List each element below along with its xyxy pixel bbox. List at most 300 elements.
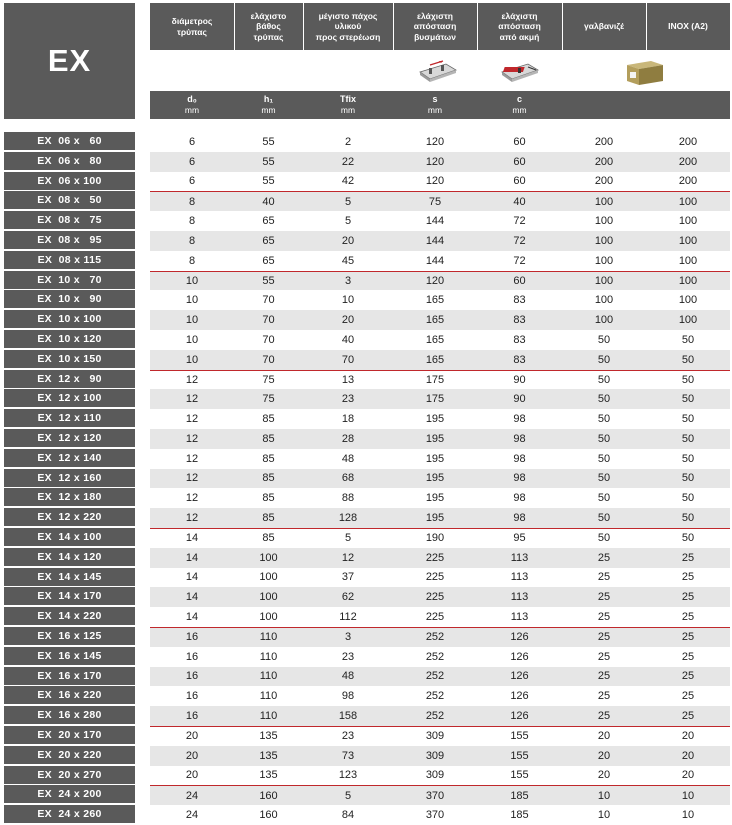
cell-s: 225 [425, 571, 445, 584]
cell-inox: 100 [678, 254, 698, 267]
table-row [150, 310, 730, 330]
cell-galv: 25 [597, 710, 611, 722]
cell-h1: 100 [259, 591, 278, 604]
cell-tfix: 73 [341, 749, 355, 762]
column-header-h1: ελάχιστο βάθος τρύπας [234, 3, 303, 50]
cell-d0: 16 [185, 650, 199, 663]
cell-c: 95 [513, 532, 526, 545]
cell-c: 126 [510, 650, 529, 663]
cell-inox: 200 [678, 155, 698, 168]
row-label: EX 14 x 170 [4, 587, 135, 605]
cell-tfix: 88 [341, 492, 355, 505]
column-header-tfix: μέγιστο πάχος υλικού προς στερέωση [303, 3, 393, 50]
data-table [150, 132, 730, 825]
table-row [150, 251, 730, 271]
cell-s: 195 [425, 492, 445, 505]
cell-d0: 8 [188, 254, 196, 267]
cell-h1: 85 [262, 432, 275, 445]
cell-tfix: 20 [341, 314, 355, 327]
table-row [150, 271, 730, 291]
cell-c: 113 [510, 551, 529, 564]
cell-c: 60 [513, 135, 526, 148]
row-label: EX 16 x 170 [4, 667, 135, 685]
cell-c: 72 [513, 254, 526, 267]
column-symbol: h₁ [263, 94, 274, 104]
unit-header-s [393, 91, 477, 119]
cell-h1: 100 [259, 611, 278, 624]
row-label: EX 12 x 220 [4, 508, 135, 526]
cell-inox: 20 [681, 769, 695, 782]
cell-inox: 25 [681, 670, 695, 683]
row-label: EX 10 x 70 [4, 271, 135, 289]
header-separator [393, 3, 394, 50]
cell-d0: 12 [185, 373, 199, 386]
row-label: EX 14 x 145 [4, 568, 135, 586]
cell-s: 165 [425, 333, 445, 346]
cell-s: 165 [425, 353, 445, 366]
unit-header-d0 [150, 91, 234, 119]
cell-galv: 20 [597, 769, 611, 782]
cell-c: 126 [510, 670, 529, 683]
cell-d0: 16 [185, 670, 199, 683]
cell-s: 309 [425, 769, 445, 782]
cell-inox: 25 [681, 611, 695, 624]
cell-c: 98 [513, 512, 526, 525]
package-box-icon [605, 50, 685, 91]
cell-inox: 50 [681, 413, 695, 426]
row-label: EX 20 x 220 [4, 746, 135, 764]
row-label: EX 10 x 150 [4, 350, 135, 368]
cell-inox: 25 [681, 551, 695, 564]
cell-tfix: 62 [341, 591, 355, 604]
cell-d0: 12 [185, 452, 199, 465]
cell-s: 195 [425, 472, 445, 485]
column-unit: mm [427, 105, 443, 115]
cell-c: 155 [510, 730, 529, 743]
cell-galv: 50 [597, 373, 611, 386]
row-label: EX 16 x 145 [4, 647, 135, 665]
table-row [150, 409, 730, 429]
table-row [150, 152, 730, 172]
cell-s: 309 [425, 730, 445, 743]
cell-c: 60 [513, 274, 526, 287]
cell-d0: 20 [185, 730, 199, 743]
cell-c: 72 [513, 215, 526, 228]
cell-inox: 50 [681, 373, 695, 386]
cell-h1: 100 [259, 571, 278, 584]
table-row [150, 469, 730, 489]
cell-inox: 50 [681, 333, 695, 346]
cell-tfix: 37 [341, 571, 355, 584]
cell-inox: 25 [681, 571, 695, 584]
cell-inox: 20 [681, 730, 695, 743]
column-header-c: ελάχιστη απόσταση από ακμή [477, 3, 562, 50]
cell-tfix: 5 [344, 789, 352, 802]
cell-h1: 110 [259, 631, 278, 644]
cell-tfix: 3 [344, 631, 352, 644]
cell-inox: 10 [681, 808, 695, 821]
cell-s: 175 [425, 393, 445, 406]
cell-galv: 25 [597, 670, 611, 683]
cell-galv: 25 [597, 591, 611, 604]
row-label: EX 12 x 110 [4, 409, 135, 427]
header-separator [477, 3, 478, 50]
cell-c: 126 [510, 690, 529, 703]
cell-h1: 135 [259, 730, 278, 743]
cell-s: 144 [425, 215, 445, 228]
cell-c: 155 [510, 749, 529, 762]
table-row [150, 488, 730, 508]
cell-galv: 100 [594, 314, 614, 327]
cell-galv: 100 [594, 195, 614, 208]
column-symbol: Tfix [339, 94, 356, 104]
cell-h1: 70 [262, 333, 275, 346]
cell-s: 252 [425, 690, 445, 703]
column-unit: mm [184, 105, 200, 115]
cell-c: 185 [510, 808, 529, 821]
row-label: EX 08 x 75 [4, 211, 135, 229]
cell-tfix: 13 [341, 373, 355, 386]
row-label: EX 20 x 270 [4, 766, 135, 784]
cell-galv: 10 [597, 789, 611, 802]
cell-c: 90 [513, 393, 526, 406]
cell-inox: 25 [681, 690, 695, 703]
cell-s: 175 [425, 373, 445, 386]
cell-inox: 25 [681, 650, 695, 663]
unit-header-galv [562, 91, 646, 119]
cell-s: 309 [425, 749, 445, 762]
cell-h1: 135 [259, 749, 278, 762]
cell-s: 370 [425, 789, 445, 802]
cell-h1: 70 [262, 294, 275, 307]
row-label: EX 10 x 90 [4, 290, 135, 308]
cell-tfix: 48 [341, 670, 355, 683]
cell-d0: 20 [185, 769, 199, 782]
cell-h1: 135 [259, 769, 278, 782]
cell-d0: 14 [185, 611, 199, 624]
unit-header-tfix [303, 91, 393, 119]
cell-c: 98 [513, 492, 526, 505]
cell-galv: 25 [597, 690, 611, 703]
cell-tfix: 5 [344, 532, 352, 545]
cell-tfix: 48 [341, 452, 355, 465]
cell-s: 144 [425, 254, 445, 267]
cell-galv: 25 [597, 551, 611, 564]
column-header-inox: INOX (A2) [646, 3, 730, 50]
table-row [150, 172, 730, 192]
cell-h1: 40 [262, 195, 275, 208]
cell-h1: 55 [262, 175, 275, 188]
table-row [150, 805, 730, 825]
cell-s: 75 [428, 195, 442, 208]
cell-inox: 200 [678, 175, 698, 188]
unit-header-inox [646, 91, 730, 119]
table-row [150, 785, 730, 805]
cell-c: 98 [513, 472, 526, 485]
row-label: EX 14 x 120 [4, 548, 135, 566]
row-label: EX 24 x 200 [4, 785, 135, 803]
column-header-galv: γαλβανιζέ [562, 3, 646, 50]
cell-h1: 85 [262, 492, 275, 505]
cell-c: 98 [513, 413, 526, 426]
cell-s: 195 [425, 413, 445, 426]
cell-galv: 20 [597, 730, 611, 743]
cell-h1: 65 [262, 234, 275, 247]
cell-tfix: 5 [344, 195, 352, 208]
cell-c: 126 [510, 631, 529, 644]
table-row [150, 449, 730, 469]
cell-d0: 10 [185, 333, 199, 346]
cell-s: 165 [425, 294, 445, 307]
cell-h1: 55 [262, 155, 275, 168]
cell-c: 60 [513, 155, 526, 168]
table-row [150, 746, 730, 766]
cell-inox: 50 [681, 353, 695, 366]
cell-s: 370 [425, 808, 445, 821]
cell-inox: 100 [678, 234, 698, 247]
cell-galv: 50 [597, 512, 611, 525]
table-row [150, 528, 730, 548]
cell-d0: 12 [185, 472, 199, 485]
cell-c: 98 [513, 452, 526, 465]
unit-header-c [477, 91, 562, 119]
cell-tfix: 70 [341, 353, 355, 366]
cell-galv: 50 [597, 333, 611, 346]
cell-h1: 65 [262, 254, 275, 267]
row-label: EX 06 x 80 [4, 152, 135, 170]
cell-galv: 25 [597, 611, 611, 624]
cell-h1: 85 [262, 512, 275, 525]
cell-galv: 100 [594, 294, 614, 307]
cell-c: 155 [510, 769, 529, 782]
cell-c: 83 [513, 333, 526, 346]
cell-inox: 10 [681, 789, 695, 802]
cell-galv: 25 [597, 650, 611, 663]
cell-c: 72 [513, 234, 526, 247]
cell-galv: 20 [597, 749, 611, 762]
table-row [150, 726, 730, 746]
cell-d0: 8 [188, 195, 196, 208]
cell-galv: 10 [597, 808, 611, 821]
cell-h1: 55 [262, 135, 275, 148]
edge-distance-icon [480, 50, 560, 91]
cell-h1: 160 [259, 789, 278, 802]
cell-h1: 110 [259, 690, 278, 703]
cell-tfix: 10 [341, 294, 355, 307]
cell-d0: 8 [188, 215, 196, 228]
cell-tfix: 23 [341, 650, 355, 663]
cell-d0: 12 [185, 413, 199, 426]
cell-d0: 6 [188, 155, 196, 168]
cell-tfix: 45 [341, 254, 355, 267]
table-row [150, 370, 730, 390]
cell-tfix: 84 [341, 808, 355, 821]
cell-galv: 50 [597, 413, 611, 426]
cell-inox: 25 [681, 591, 695, 604]
table-row [150, 627, 730, 647]
column-header-s: ελάχιστη απόσταση βυσμάτων [393, 3, 477, 50]
cell-c: 40 [513, 195, 526, 208]
cell-d0: 24 [185, 808, 199, 821]
cell-tfix: 23 [341, 393, 355, 406]
cell-c: 126 [510, 710, 529, 722]
cell-s: 120 [425, 155, 445, 168]
cell-h1: 75 [262, 393, 275, 406]
cell-d0: 24 [185, 789, 199, 802]
cell-inox: 20 [681, 749, 695, 762]
row-label: EX 12 x 180 [4, 488, 135, 506]
cell-h1: 75 [262, 373, 275, 386]
table-row [150, 548, 730, 568]
table-row [150, 330, 730, 350]
cell-s: 120 [425, 175, 445, 188]
cell-tfix: 22 [341, 155, 355, 168]
cell-h1: 55 [262, 274, 275, 287]
cell-inox: 200 [678, 135, 698, 148]
cell-galv: 200 [594, 135, 614, 148]
cell-tfix: 123 [338, 769, 358, 782]
cell-s: 190 [425, 532, 445, 545]
cell-inox: 100 [678, 215, 698, 228]
header-separator [646, 3, 647, 50]
cell-h1: 110 [259, 710, 278, 722]
row-label: EX 08 x 115 [4, 251, 135, 269]
cell-c: 113 [510, 591, 529, 604]
cell-h1: 100 [259, 551, 278, 564]
cell-inox: 50 [681, 472, 695, 485]
table-row [150, 766, 730, 786]
cell-galv: 100 [594, 274, 614, 287]
cell-s: 165 [425, 314, 445, 327]
table-row [150, 132, 730, 152]
cell-inox: 50 [681, 393, 695, 406]
row-labels [4, 132, 135, 825]
cell-s: 252 [425, 710, 445, 722]
cell-d0: 12 [185, 492, 199, 505]
column-symbol: d₀ [187, 94, 197, 104]
cell-c: 60 [513, 175, 526, 188]
row-label: EX 12 x 140 [4, 449, 135, 467]
cell-d0: 14 [185, 571, 199, 584]
cell-d0: 12 [185, 393, 199, 406]
cell-inox: 100 [678, 274, 698, 287]
cell-d0: 10 [185, 353, 199, 366]
cell-s: 252 [425, 631, 445, 644]
table-row [150, 350, 730, 370]
cell-inox: 100 [678, 294, 698, 307]
cell-d0: 14 [185, 551, 199, 564]
cell-h1: 85 [262, 472, 275, 485]
cell-c: 83 [513, 353, 526, 366]
cell-tfix: 28 [341, 432, 355, 445]
cell-d0: 14 [185, 591, 199, 604]
table-row [150, 211, 730, 231]
cell-inox: 100 [678, 195, 698, 208]
table-row [150, 191, 730, 211]
cell-tfix: 23 [341, 730, 355, 743]
header-separator [562, 3, 563, 50]
table-row [150, 587, 730, 607]
row-label: EX 06 x 60 [4, 132, 135, 150]
cell-galv: 100 [594, 215, 614, 228]
cell-h1: 85 [262, 413, 275, 426]
cell-tfix: 98 [341, 690, 355, 703]
column-header-d0: διάμετρος τρύπας [150, 3, 234, 50]
cell-tfix: 18 [341, 413, 355, 426]
cell-c: 185 [510, 789, 529, 802]
column-symbol: s [432, 94, 438, 104]
cell-c: 90 [513, 373, 526, 386]
cell-inox: 50 [681, 532, 695, 545]
cell-inox: 25 [681, 631, 695, 644]
row-label: EX 16 x 220 [4, 686, 135, 704]
table-row [150, 290, 730, 310]
cell-s: 120 [425, 274, 445, 287]
cell-galv: 100 [594, 234, 614, 247]
cell-inox: 50 [681, 512, 695, 525]
table-row [150, 667, 730, 687]
row-label: EX 20 x 170 [4, 726, 135, 744]
cell-s: 144 [425, 234, 445, 247]
table-row [150, 231, 730, 251]
cell-s: 195 [425, 512, 445, 525]
cell-tfix: 12 [341, 551, 355, 564]
cell-tfix: 42 [341, 175, 355, 188]
row-label: EX 24 x 260 [4, 805, 135, 823]
unit-header-h1 [234, 91, 303, 119]
table-row [150, 429, 730, 449]
cell-h1: 110 [259, 670, 278, 683]
cell-h1: 85 [262, 452, 275, 465]
cell-inox: 50 [681, 432, 695, 445]
cell-galv: 200 [594, 175, 614, 188]
cell-h1: 160 [259, 808, 278, 821]
cell-s: 195 [425, 452, 445, 465]
table-row [150, 568, 730, 588]
cell-c: 113 [510, 571, 529, 584]
cell-d0: 16 [185, 631, 199, 644]
column-unit: mm [340, 105, 356, 115]
cell-galv: 50 [597, 492, 611, 505]
table-row [150, 686, 730, 706]
cell-s: 252 [425, 670, 445, 683]
cell-tfix: 5 [344, 215, 352, 228]
anchor-spacing-icon [400, 50, 475, 91]
cell-inox: 50 [681, 452, 695, 465]
column-unit: mm [512, 105, 527, 115]
table-row [150, 389, 730, 409]
cell-tfix: 112 [339, 611, 357, 624]
cell-inox: 100 [678, 314, 698, 327]
column-unit: mm [261, 105, 276, 115]
cell-galv: 50 [597, 532, 611, 545]
row-label: EX 16 x 125 [4, 627, 135, 645]
cell-tfix: 68 [341, 472, 355, 485]
table-row [150, 647, 730, 667]
cell-s: 225 [425, 611, 445, 624]
cell-d0: 8 [188, 234, 196, 247]
cell-h1: 65 [262, 215, 275, 228]
header-separator [303, 3, 304, 50]
cell-c: 113 [510, 611, 529, 624]
row-label: EX 06 x 100 [4, 172, 135, 190]
cell-d0: 6 [188, 175, 196, 188]
table-row [150, 706, 730, 726]
cell-galv: 25 [597, 571, 611, 584]
cell-d0: 10 [185, 274, 199, 287]
cell-h1: 70 [262, 353, 275, 366]
cell-s: 120 [425, 135, 445, 148]
